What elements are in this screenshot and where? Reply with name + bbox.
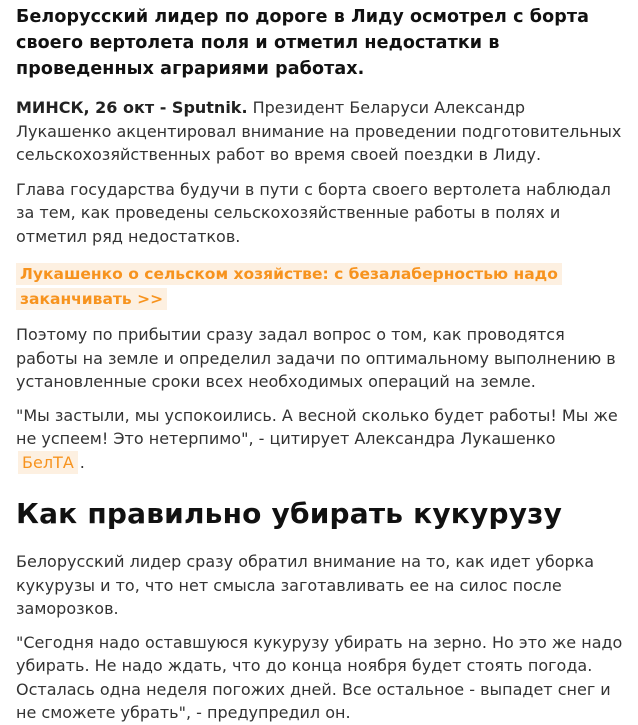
paragraph-3: Поэтому по прибытии сразу задал вопрос о том, как проводятся работы на земле и определил задачи по оптимальному выполнению в установленные сроки всех необходимых операций на земле. xyxy=(16,325,616,391)
section-heading: Как правильно убирать кукурузу xyxy=(16,497,563,530)
paragraph-2: Глава государства будучи в пути с борта своего вертолета наблюдал за тем, как проведены сельскохозяйственные работы в полях и отметил ряд недостатков. xyxy=(16,179,611,246)
dateline: МИНСК, 26 окт - Sputnik. xyxy=(16,98,248,117)
paragraph-1 xyxy=(16,96,624,167)
paragraph-4-quote: "Мы застыли, мы успокоились. А весной сколько будет работы! Мы же не успеем! Это нетерпимо", - цитирует Александра Лукашенко xyxy=(16,405,618,448)
related-article-promo xyxy=(16,262,624,312)
article-lead: Белорусский лидер по дороге в Лиду осмотрел с борта своего вертолета поля и отметил недостатки в проведенных аграриями работах. xyxy=(16,7,589,79)
paragraph-4 xyxy=(16,404,624,475)
source-link-belta[interactable]: БелТА xyxy=(18,451,78,474)
paragraph-6: "Сегодня надо оставшуюся кукурузу убирать на зерно. Но это же надо убирать. Не надо ждать, что до конца ноября будет стоять погода. Осталась одна неделя погожих дней. Все остальное - выпадет снег и не сможете убрать", - предупредил он. xyxy=(16,632,623,722)
paragraph-4-end: . xyxy=(79,452,85,472)
paragraph-1-text: Президент Беларуси Александр Лукашенко акцентировал внимание на проведении подготовительных сельскохозяйственных работ во время своей поездки в Лиду. xyxy=(16,98,622,164)
related-article-link[interactable]: Лукашенко о сельском хозяйстве: с безалаберностью надо заканчивать >> xyxy=(16,263,562,310)
paragraph-5: Белорусский лидер сразу обратил внимание на то, как идет уборка кукурузы и то, что нет смысла заготавливать ее на силос после заморозков. xyxy=(16,552,595,618)
